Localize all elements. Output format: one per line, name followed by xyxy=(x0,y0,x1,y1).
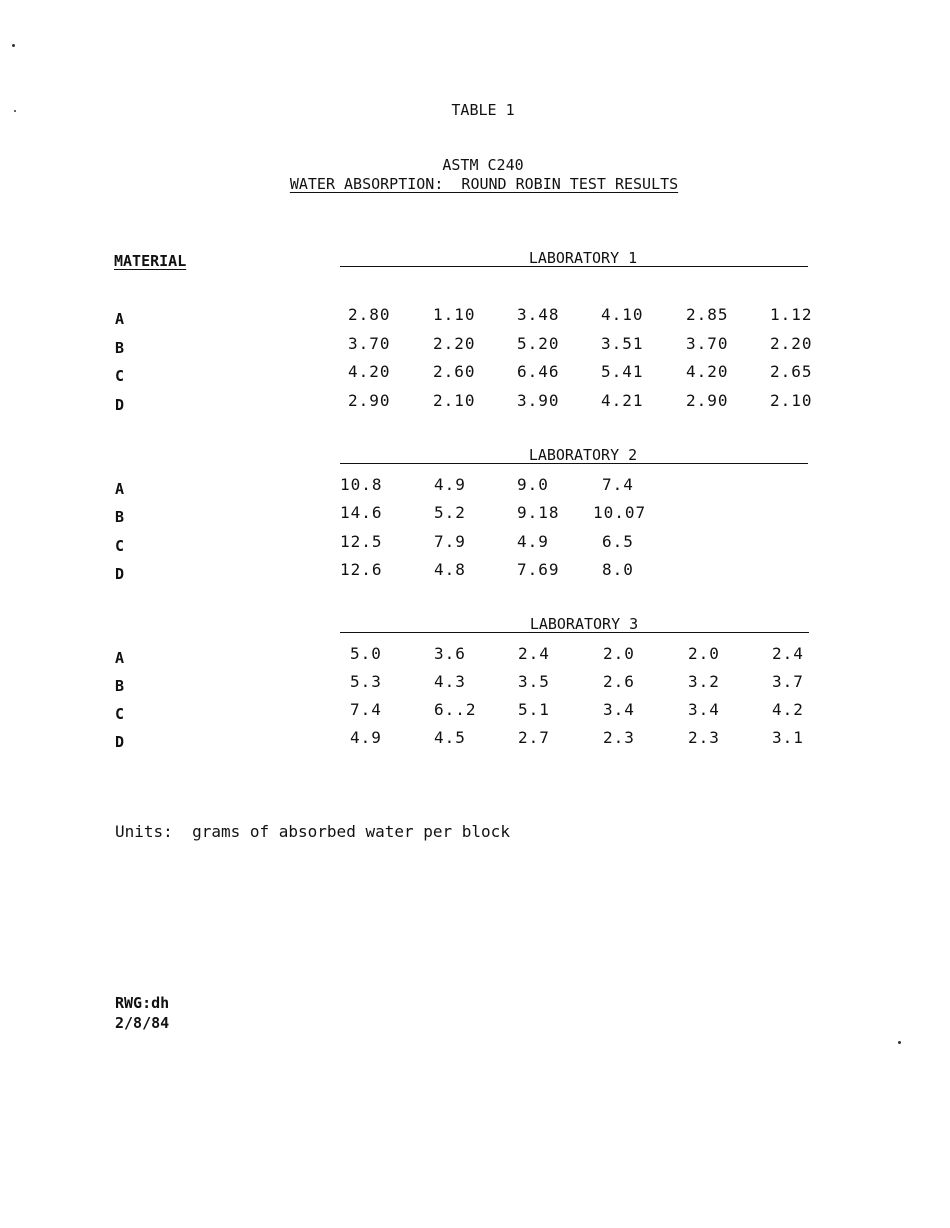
lab-3-b-3: 3.5 xyxy=(518,672,550,691)
lab-2-b-1: 14.6 xyxy=(340,503,383,522)
table-label: TABLE 1 xyxy=(451,101,515,119)
lab-3-c-2: 6..2 xyxy=(434,700,477,719)
lab-3-d-5: 2.3 xyxy=(688,728,720,747)
lab-1-b-5: 3.70 xyxy=(686,334,729,353)
lab-1-d-6: 2.10 xyxy=(770,391,813,410)
lab-3-d-3: 2.7 xyxy=(518,728,550,747)
lab-1-b-4: 3.51 xyxy=(601,334,644,353)
lab-2-c-1: 12.5 xyxy=(340,532,383,551)
lab-3-a-4: 2.0 xyxy=(603,644,635,663)
lab-1-d-1: 2.90 xyxy=(348,391,391,410)
lab-1-d-3: 3.90 xyxy=(517,391,560,410)
lab-3-a-5: 2.0 xyxy=(688,644,720,663)
lab-3-c-5: 3.4 xyxy=(688,700,720,719)
lab-1-d-4: 4.21 xyxy=(601,391,644,410)
lab-1-row-b-material: B xyxy=(115,339,125,357)
scan-speck xyxy=(898,1041,901,1044)
lab-3-a-6: 2.4 xyxy=(772,644,804,663)
lab-1-row-d-material: D xyxy=(115,396,125,414)
lab-3-row-b-material: B xyxy=(115,677,125,695)
lab-2-d-1: 12.6 xyxy=(340,560,383,579)
scan-speck xyxy=(12,44,15,47)
lab-2-row-b-material: B xyxy=(115,508,125,526)
lab-2-title: LABORATORY 2 xyxy=(528,446,638,464)
lab-1-a-5: 2.85 xyxy=(686,305,729,324)
lab-3-b-2: 4.3 xyxy=(434,672,466,691)
material-column-header: MATERIAL xyxy=(114,252,187,270)
lab-1-c-5: 4.20 xyxy=(686,362,729,381)
table-subtitle: WATER ABSORPTION: ROUND ROBIN TEST RESULTS xyxy=(289,175,679,193)
lab-1-c-3: 6.46 xyxy=(517,362,560,381)
units-note: Units: grams of absorbed water per block xyxy=(115,822,510,841)
lab-1-c-4: 5.41 xyxy=(601,362,644,381)
lab-3-d-2: 4.5 xyxy=(434,728,466,747)
lab-3-a-3: 2.4 xyxy=(518,644,550,663)
lab-1-a-6: 1.12 xyxy=(770,305,813,324)
lab-2-b-4: 10.07 xyxy=(593,503,647,522)
lab-1-a-4: 4.10 xyxy=(601,305,644,324)
document-date: 2/8/84 xyxy=(115,1014,170,1032)
lab-3-d-1: 4.9 xyxy=(350,728,382,747)
lab-2-row-d-material: D xyxy=(115,565,125,583)
lab-1-row-a-material: A xyxy=(115,310,125,328)
lab-2-c-3: 4.9 xyxy=(517,532,549,551)
lab-3-a-2: 3.6 xyxy=(434,644,466,663)
lab-1-a-3: 3.48 xyxy=(517,305,560,324)
lab-1-b-2: 2.20 xyxy=(433,334,476,353)
lab-3-d-4: 2.3 xyxy=(603,728,635,747)
lab-1-c-2: 2.60 xyxy=(433,362,476,381)
lab-3-b-5: 3.2 xyxy=(688,672,720,691)
lab-1-a-2: 1.10 xyxy=(433,305,476,324)
lab-3-c-4: 3.4 xyxy=(603,700,635,719)
lab-2-a-1: 10.8 xyxy=(340,475,383,494)
lab-2-d-3: 7.69 xyxy=(517,560,560,579)
lab-2-b-2: 5.2 xyxy=(434,503,466,522)
lab-1-title: LABORATORY 1 xyxy=(528,249,638,267)
lab-1-c-1: 4.20 xyxy=(348,362,391,381)
lab-3-row-c-material: C xyxy=(115,705,125,723)
lab-2-a-3: 9.0 xyxy=(517,475,549,494)
author-initials: RWG:dh xyxy=(115,994,170,1012)
lab-3-row-d-material: D xyxy=(115,733,125,751)
lab-1-row-c-material: C xyxy=(115,367,125,385)
lab-3-b-6: 3.7 xyxy=(772,672,804,691)
lab-1-b-3: 5.20 xyxy=(517,334,560,353)
lab-2-row-c-material: C xyxy=(115,537,125,555)
lab-2-a-2: 4.9 xyxy=(434,475,466,494)
lab-1-d-5: 2.90 xyxy=(686,391,729,410)
lab-2-b-3: 9.18 xyxy=(517,503,560,522)
lab-2-c-2: 7.9 xyxy=(434,532,466,551)
lab-1-c-6: 2.65 xyxy=(770,362,813,381)
lab-3-d-6: 3.1 xyxy=(772,728,804,747)
lab-1-b-6: 2.20 xyxy=(770,334,813,353)
lab-2-d-2: 4.8 xyxy=(434,560,466,579)
lab-3-a-1: 5.0 xyxy=(350,644,382,663)
lab-3-title: LABORATORY 3 xyxy=(529,615,639,633)
lab-2-d-4: 8.0 xyxy=(602,560,634,579)
standard-title: ASTM C240 xyxy=(442,156,524,174)
lab-1-b-1: 3.70 xyxy=(348,334,391,353)
lab-2-c-4: 6.5 xyxy=(602,532,634,551)
lab-3-b-1: 5.3 xyxy=(350,672,382,691)
lab-3-row-a-material: A xyxy=(115,649,125,667)
lab-3-c-6: 4.2 xyxy=(772,700,804,719)
lab-3-b-4: 2.6 xyxy=(603,672,635,691)
lab-3-c-1: 7.4 xyxy=(350,700,382,719)
lab-2-a-4: 7.4 xyxy=(602,475,634,494)
scan-speck xyxy=(14,110,16,112)
lab-2-row-a-material: A xyxy=(115,480,125,498)
lab-1-a-1: 2.80 xyxy=(348,305,391,324)
lab-3-c-3: 5.1 xyxy=(518,700,550,719)
lab-1-d-2: 2.10 xyxy=(433,391,476,410)
